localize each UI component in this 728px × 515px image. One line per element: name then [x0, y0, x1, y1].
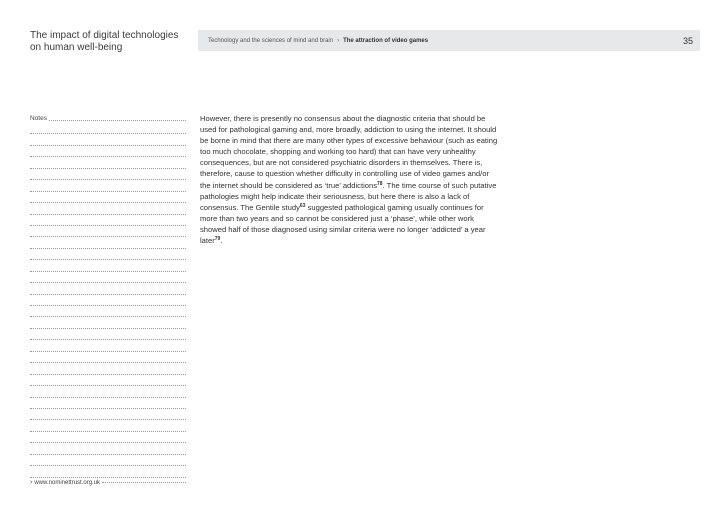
- note-line: [30, 306, 186, 317]
- note-line: [30, 169, 186, 180]
- note-line: [30, 192, 186, 203]
- note-line: [30, 329, 186, 340]
- body-line: more than two years and so cannot be considered just a ‘phase’, while other work: [200, 213, 474, 223]
- note-line: [30, 340, 186, 351]
- citation-reference: 78: [377, 180, 383, 187]
- body-line: therefore, cause to question whether difficulty in controlling use of video games and/or: [200, 169, 490, 179]
- notes-panel: [30, 111, 186, 478]
- note-line: [30, 443, 186, 454]
- breadcrumb: [208, 38, 428, 44]
- body-line: pathologies might help indicate their seriousness, but here there is also a lack of: [200, 191, 470, 201]
- book-title: The impact of digital technologies on human well-being: [30, 30, 179, 53]
- note-line: [30, 317, 186, 328]
- breadcrumb-section: Technology and the sciences of mind and brain: [208, 37, 334, 44]
- note-line: [30, 409, 186, 420]
- note-line: [30, 295, 186, 306]
- note-line: [30, 215, 186, 226]
- note-line: [30, 260, 186, 271]
- body-line: consequences, but are not considered psychiatric disorders in themselves. There is,: [200, 158, 483, 168]
- notes-label: Notes: [30, 115, 47, 122]
- note-line: [30, 237, 186, 248]
- note-line: [30, 466, 186, 477]
- body-line: the internet should be considered as ‘true’ addictions$^{78}$. The time course of such putative: [200, 180, 497, 190]
- note-line: [30, 455, 186, 466]
- note-line: [30, 420, 186, 431]
- body-line: used for pathological gaming and, more broadly, addiction to using the internet. It should: [200, 125, 497, 135]
- website-footer: [30, 479, 186, 487]
- section-header-bar: [198, 30, 700, 51]
- note-line: [30, 123, 186, 134]
- citation-reference: 79: [214, 236, 221, 243]
- body-line: later$^{79}$.: [200, 236, 223, 246]
- body-line: However, there is presently no consensus about the diagnostic criteria that should be: [200, 114, 486, 123]
- page-number: 35: [682, 35, 693, 46]
- footer-dotted-line: [102, 482, 186, 483]
- note-line: [30, 432, 186, 443]
- website-link[interactable]: www.nominettrust.org.uk: [34, 480, 101, 486]
- note-line: [30, 398, 186, 409]
- note-line: [30, 134, 186, 145]
- body-line: consensus. The Gentile study$^{63}$ suggested pathological gaming usually continues for: [200, 202, 484, 212]
- body-line: too much chocolate, shopping and working too hard) that can have very unhealthy: [200, 147, 476, 157]
- body-paragraph: [200, 113, 532, 246]
- body-line: be borne in mind that there are many other types of excessive behaviour (such as eating: [200, 136, 498, 146]
- note-line: [30, 375, 186, 386]
- note-line: [30, 352, 186, 363]
- citation-reference: 63: [299, 202, 306, 209]
- breadcrumb-separator-icon: ›: [337, 37, 340, 44]
- note-line: [30, 146, 186, 157]
- note-lines: [30, 123, 186, 478]
- notes-header: [30, 111, 186, 123]
- breadcrumb-current: The attraction of video games: [343, 37, 429, 44]
- note-line: [30, 203, 186, 214]
- body-line: showed half of those diagnosed using similar criteria were no longer ‘addicted’ a year: [200, 224, 486, 234]
- note-line: [30, 180, 186, 191]
- arrow-icon: ›: [30, 479, 33, 486]
- note-line: [30, 386, 186, 397]
- note-line: [30, 363, 186, 374]
- note-line: [30, 249, 186, 260]
- notes-dotted-line: [49, 120, 186, 121]
- note-line: [30, 226, 186, 237]
- note-line: [30, 272, 186, 283]
- note-line: [30, 157, 186, 168]
- note-line: [30, 283, 186, 294]
